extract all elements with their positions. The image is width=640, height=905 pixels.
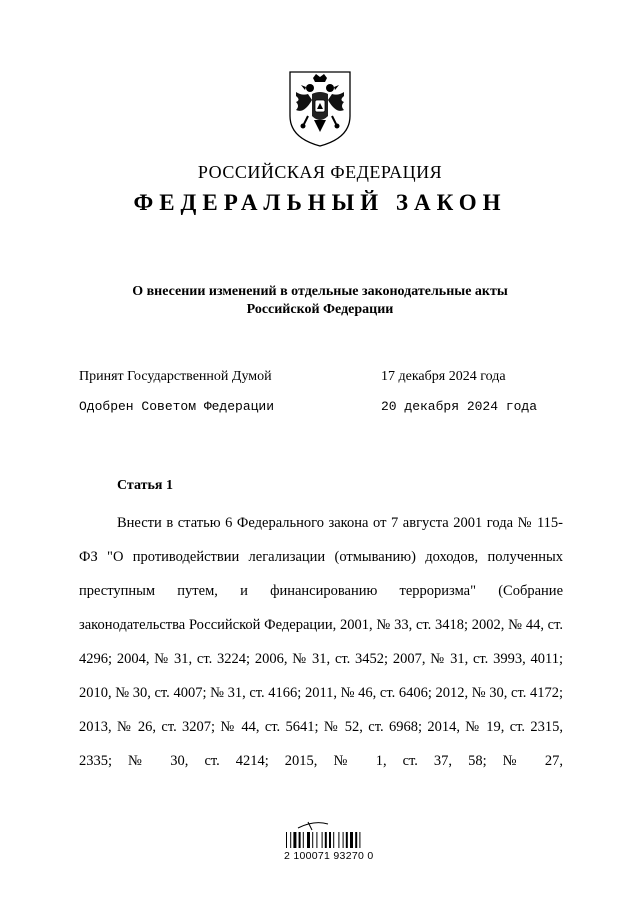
article-body	[79, 506, 563, 778]
council-approval-date: 20 декабря 2024 года	[381, 399, 538, 414]
country-name: РОССИЙСКАЯ ФЕДЕРАЦИЯ	[197, 162, 443, 182]
coat-of-arms-emblem	[288, 70, 352, 148]
document-type: ФЕДЕРАЛЬНЫЙ ЗАКОН	[133, 190, 507, 215]
law-title-line-2: Российской Федерации	[246, 302, 394, 317]
article-heading: Статья 1	[117, 478, 173, 493]
duma-adoption-date: 17 декабря 2024 года	[381, 369, 506, 384]
article-paragraph: Внести в статью 6 Федерального закона от 7 августа 2001 года № 115-ФЗ "О противодействии легализации (отмыванию) доходов, полученных преступным путем, и финансированию терроризма" (Собрание законодательства Российской Федерации, 2001, № 33, ст. 3418; 2002, № 44, ст. 4296; 2004, № 31, ст. 3224; 2006, № 31, ст. 3452; 2007, № 31, ст. 3993, 4011; 2010, № 30, ст. 4007; № 31, ст. 4166; 2011, № 46, ст. 6406; 2012, № 30, ст. 4172; 2013, № 26, ст. 3207; № 44, ст. 5641; № 52, ст. 6968; 2014, № 19, ст. 2315, 2335; № 30, ст. 4214; 2015, № 1, ст. 37, 58; № 27,	[79, 515, 563, 769]
barcode-image	[284, 818, 370, 876]
council-approval-label: Одобрен Советом Федерации	[79, 399, 275, 414]
law-title	[60, 283, 580, 319]
duma-adoption-label: Принят Государственной Думой	[79, 369, 272, 384]
barcode-number: 2 100071 93270 0	[284, 850, 374, 862]
law-title-line-1: О внесении изменений в отдельные законодательные акты	[132, 284, 508, 299]
